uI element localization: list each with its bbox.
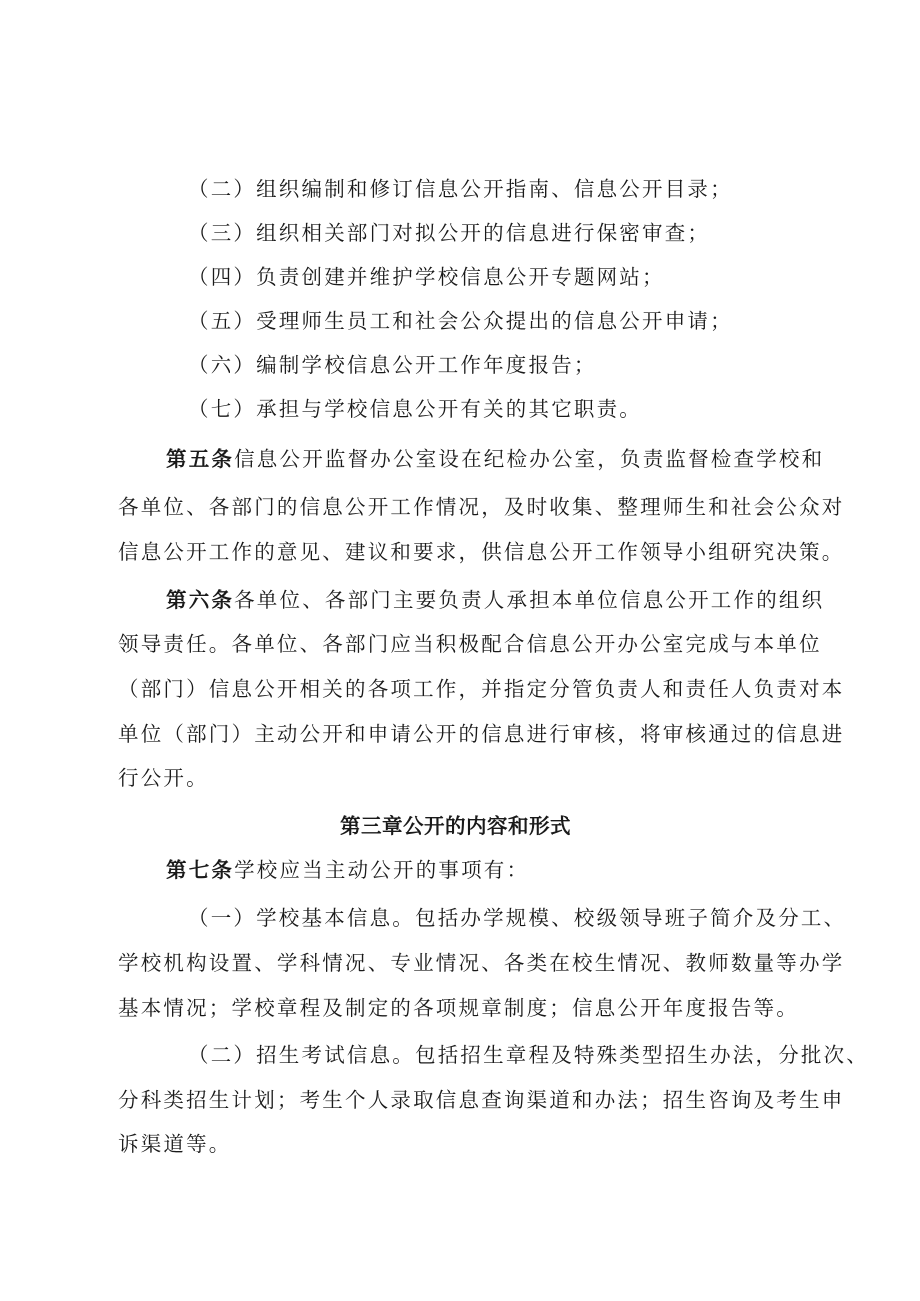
item-2-line-3: 诉渠道等。 (118, 1132, 232, 1156)
article-6-first-line (166, 585, 824, 615)
duty-item-7: （七）承担与学校信息公开有关的其它职责。 (188, 397, 642, 421)
article-6-line-2: 领导责任。各单位、各部门应当积极配合信息公开办公室完成与本单位 (118, 632, 822, 656)
article-5-first-line (166, 444, 824, 474)
duty-item-6: （六）编制学校信息公开工作年度报告； (188, 353, 597, 377)
article-7-label: 第七条 (166, 858, 235, 882)
article-7-text: 学校应当主动公开的事项有： (234, 858, 530, 882)
article-6-line-5: 行公开。 (118, 766, 209, 790)
duty-item-5: （五）受理师生员工和社会公众提出的信息公开申请； (188, 309, 733, 333)
article-5-label: 第五条 (166, 447, 235, 471)
duty-item-4: （四）负责创建并维护学校信息公开专题网站； (188, 265, 665, 289)
item-2-line-1: （二）招生考试信息。包括招生章程及特殊类型招生办法，分批次、 (188, 1043, 869, 1067)
duty-item-3: （三）组织相关部门对拟公开的信息进行保密审查； (188, 221, 711, 245)
article-6-text: 各单位、各部门主要负责人承担本单位信息公开工作的组织 (234, 588, 825, 612)
article-6-line-3: （部门）信息公开相关的各项工作，并指定分管负责人和责任人负责对本 (118, 677, 845, 701)
article-5-text: 信息公开监督办公室设在纪检办公室，负责监督检查学校和 (234, 447, 825, 471)
item-1-line-1: （一）学校基本信息。包括办学规模、校级领导班子简介及分工、 (188, 906, 847, 930)
article-6-label: 第六条 (166, 588, 235, 612)
article-5-line-3: 信息公开工作的意见、建议和要求，供信息公开工作领导小组研究决策。 (118, 540, 845, 564)
duty-item-2: （二）组织编制和修订信息公开指南、信息公开目录； (188, 177, 733, 201)
item-2-line-2: 分科类招生计划；考生个人录取信息查询渠道和办法；招生咨询及考生申 (118, 1088, 845, 1112)
article-5-line-2: 各单位、各部门的信息公开工作情况，及时收集、整理师生和社会公众对 (118, 495, 845, 519)
item-1-line-3: 基本情况；学校章程及制定的各项规章制度；信息公开年度报告等。 (118, 996, 799, 1020)
article-7-line (166, 855, 529, 885)
article-6-line-4: 单位（部门）主动公开和申请公开的信息进行审核，将审核通过的信息进 (118, 722, 845, 746)
item-1-line-2: 学校机构设置、学科情况、专业情况、各类在校生情况、教师数量等办学 (118, 951, 845, 975)
chapter-title: 第三章公开的内容和形式 (340, 814, 571, 838)
